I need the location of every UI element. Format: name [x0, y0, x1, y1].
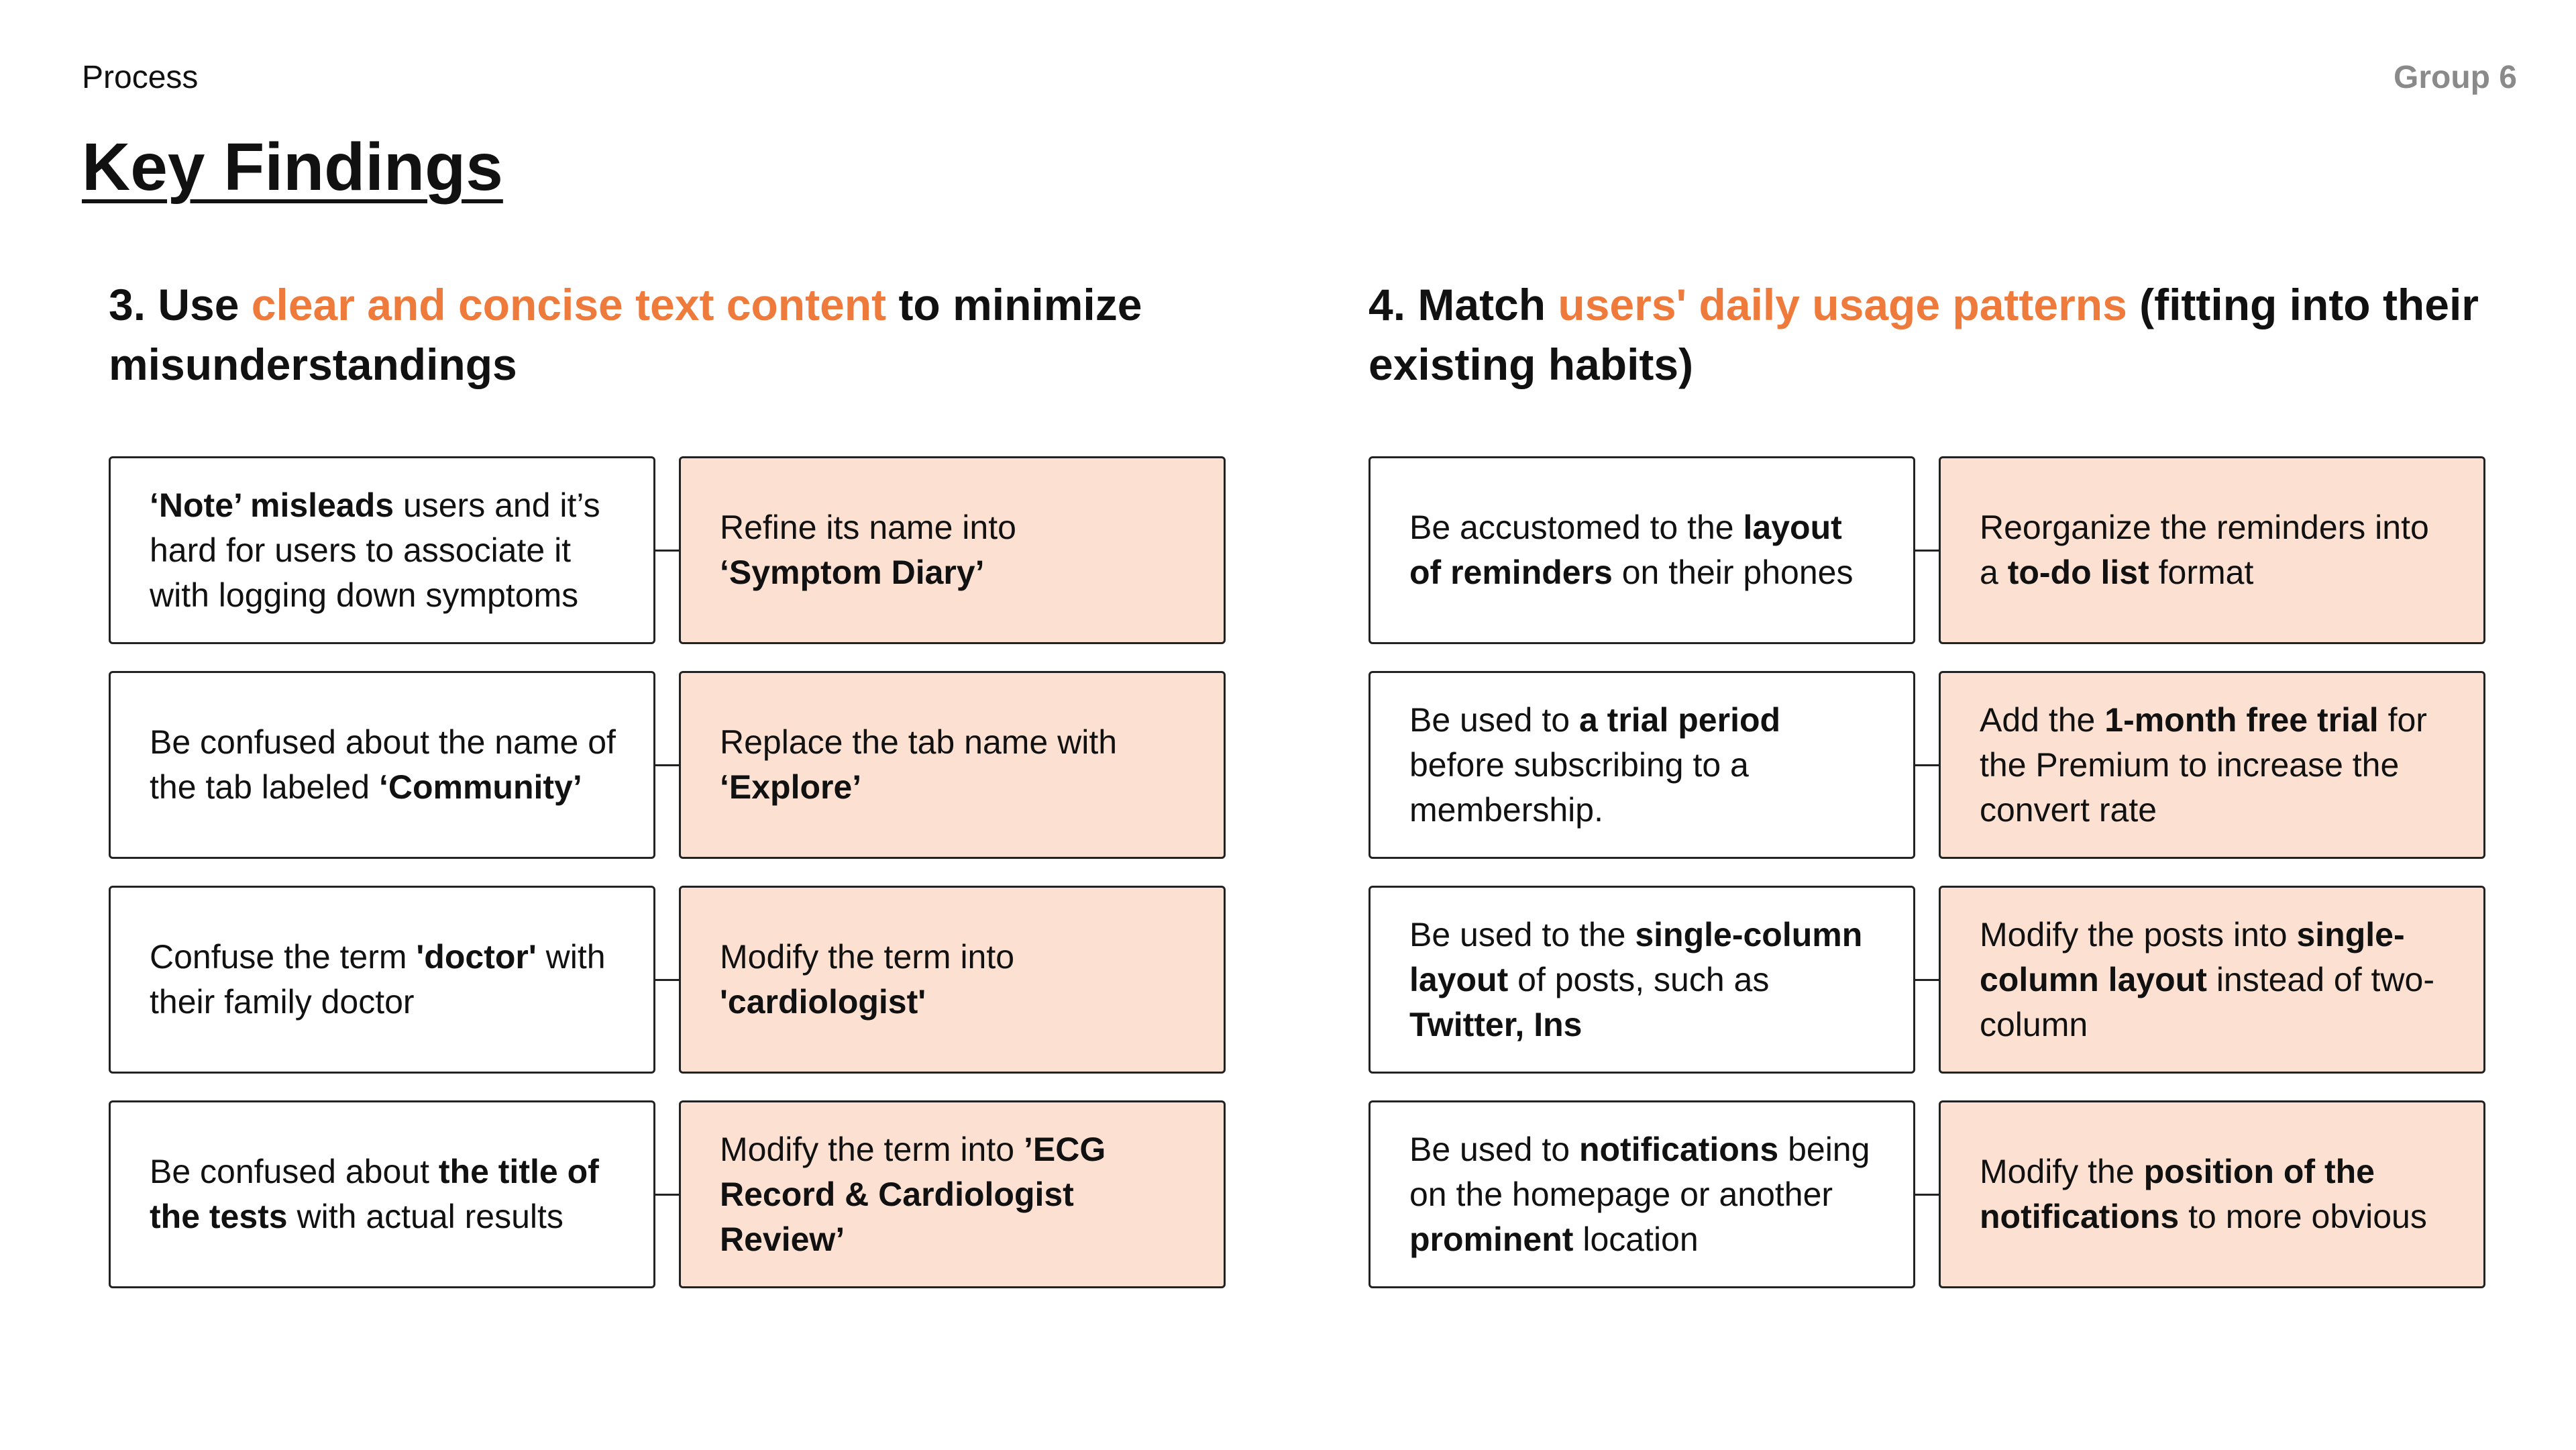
bold-text: position of the notifications: [1980, 1153, 2375, 1235]
card-text: [1980, 913, 2446, 1047]
card-text: [1980, 698, 2446, 833]
card-text: [1409, 505, 1876, 595]
card-text: [150, 1149, 616, 1239]
connector-line: [655, 1194, 679, 1196]
finding-row: [1368, 1100, 2485, 1288]
solution-card: [679, 1100, 1226, 1288]
bold-text: 'cardiologist': [720, 983, 926, 1021]
bold-text: layout of reminders: [1409, 509, 1842, 591]
bold-text: ‘Explore’: [720, 768, 862, 806]
finding-row: [109, 671, 1226, 859]
finding-row: [109, 886, 1226, 1074]
bold-text: Twitter, Ins: [1409, 1005, 1582, 1043]
text: Be accustomed to the: [1409, 509, 1743, 546]
text: with actual results: [287, 1198, 564, 1235]
text: Be used to the: [1409, 915, 1635, 953]
finding-heading: [1368, 275, 2485, 456]
card-text: [720, 1127, 1186, 1262]
text: Reorganize the reminders into a: [1980, 509, 2429, 591]
text: of posts, such as: [1508, 960, 1770, 998]
finding-row: [109, 456, 1226, 644]
solution-card: [679, 456, 1226, 644]
card-text: [150, 720, 616, 810]
text: Replace the tab name with: [720, 723, 1118, 761]
finding-heading: [109, 275, 1226, 456]
finding-column-4: [1368, 275, 2485, 1258]
bold-text: 1-month free trial: [2104, 701, 2379, 739]
bold-text: ‘Symptom Diary’: [720, 554, 985, 591]
heading-suffix: to minimize misunderstandings: [109, 280, 1142, 389]
solution-card: [1939, 456, 2485, 644]
heading-highlight: clear and concise text content: [251, 280, 887, 329]
text: Modify the term into: [720, 1130, 1024, 1168]
text: Refine its name into: [720, 509, 1016, 546]
card-text: [720, 935, 1186, 1025]
connector-line: [655, 550, 679, 552]
text: before subscribing to a membership.: [1409, 745, 1749, 829]
finding-row: [1368, 456, 2485, 644]
finding-column-3: [109, 275, 1226, 1258]
text: Be used to: [1409, 1130, 1579, 1168]
card-text: [150, 935, 616, 1025]
solution-card: [679, 886, 1226, 1074]
heading-suffix: (fitting into their existing habits): [1368, 280, 2479, 389]
solution-card: [1939, 1100, 2485, 1288]
text: on their phones: [1612, 554, 1854, 591]
bold-text: the title of the tests: [150, 1153, 599, 1235]
heading-highlight: users' daily usage patterns: [1558, 280, 2127, 329]
text: users and it’s hard for users to associate it with logging down symptoms: [150, 486, 600, 614]
bold-text: a trial period: [1578, 701, 1781, 739]
bold-text: notifications: [1578, 1130, 1779, 1168]
text: instead of two-column: [1980, 960, 2434, 1043]
text: Add the: [1980, 701, 2105, 739]
connector-line: [1915, 979, 1939, 981]
text: Modify the term into: [720, 938, 1015, 976]
card-text: [1409, 698, 1876, 833]
card-text: [1980, 1149, 2446, 1239]
bold-text: ‘Note’ misleads: [150, 486, 394, 524]
card-text: [720, 505, 1186, 595]
finding-row: [1368, 886, 2485, 1074]
problem-card: [1368, 456, 1915, 644]
connector-line: [655, 979, 679, 981]
connector-line: [1915, 1194, 1939, 1196]
problem-card: [1368, 1100, 1915, 1288]
solution-card: [1939, 671, 2485, 859]
text: being on the homepage or another: [1409, 1130, 1870, 1213]
finding-row: [109, 1100, 1226, 1288]
problem-card: [109, 886, 655, 1074]
text: Be used to: [1409, 701, 1579, 739]
bold-text: ‘Community’: [378, 768, 582, 806]
bold-text: single-column layout: [1980, 915, 2405, 998]
card-text: [1409, 1127, 1876, 1262]
text: Modify the: [1980, 1153, 2144, 1190]
heading-prefix: 3. Use: [109, 280, 252, 329]
finding-row: [1368, 671, 2485, 859]
solution-card: [679, 671, 1226, 859]
connector-line: [655, 764, 679, 766]
bold-text: single-column layout: [1409, 915, 1863, 998]
problem-card: [109, 1100, 655, 1288]
text: location: [1573, 1220, 1699, 1258]
text: to more obvious: [2179, 1198, 2427, 1235]
problem-card: [109, 671, 655, 859]
card-text: [150, 483, 616, 618]
text: with their family doctor: [150, 938, 606, 1021]
bold-text: prominent: [1409, 1220, 1574, 1258]
card-text: [1409, 913, 1876, 1047]
text: for the Premium to increase the convert rate: [1980, 701, 2427, 829]
heading-prefix: 4. Match: [1368, 280, 1558, 329]
bold-text: ’ECG Record & Cardiologist Review’: [720, 1130, 1106, 1258]
bold-text: 'doctor': [416, 938, 537, 976]
section-label: Process: [82, 60, 199, 95]
text: Confuse the term: [150, 938, 417, 976]
connector-line: [1915, 764, 1939, 766]
problem-card: [1368, 886, 1915, 1074]
text: Modify the posts into: [1980, 915, 2297, 953]
text: Be confused about: [150, 1153, 439, 1190]
problem-card: [109, 456, 655, 644]
group-label: Group 6: [2393, 60, 2517, 95]
solution-card: [1939, 886, 2485, 1074]
text: format: [2149, 554, 2254, 591]
page-title: Key Findings: [82, 130, 503, 205]
connector-line: [1915, 550, 1939, 552]
card-text: [720, 720, 1186, 810]
text: Be confused about the name of the tab labeled: [150, 723, 616, 806]
card-text: [1980, 505, 2446, 595]
problem-card: [1368, 671, 1915, 859]
bold-text: to-do list: [2007, 554, 2149, 591]
